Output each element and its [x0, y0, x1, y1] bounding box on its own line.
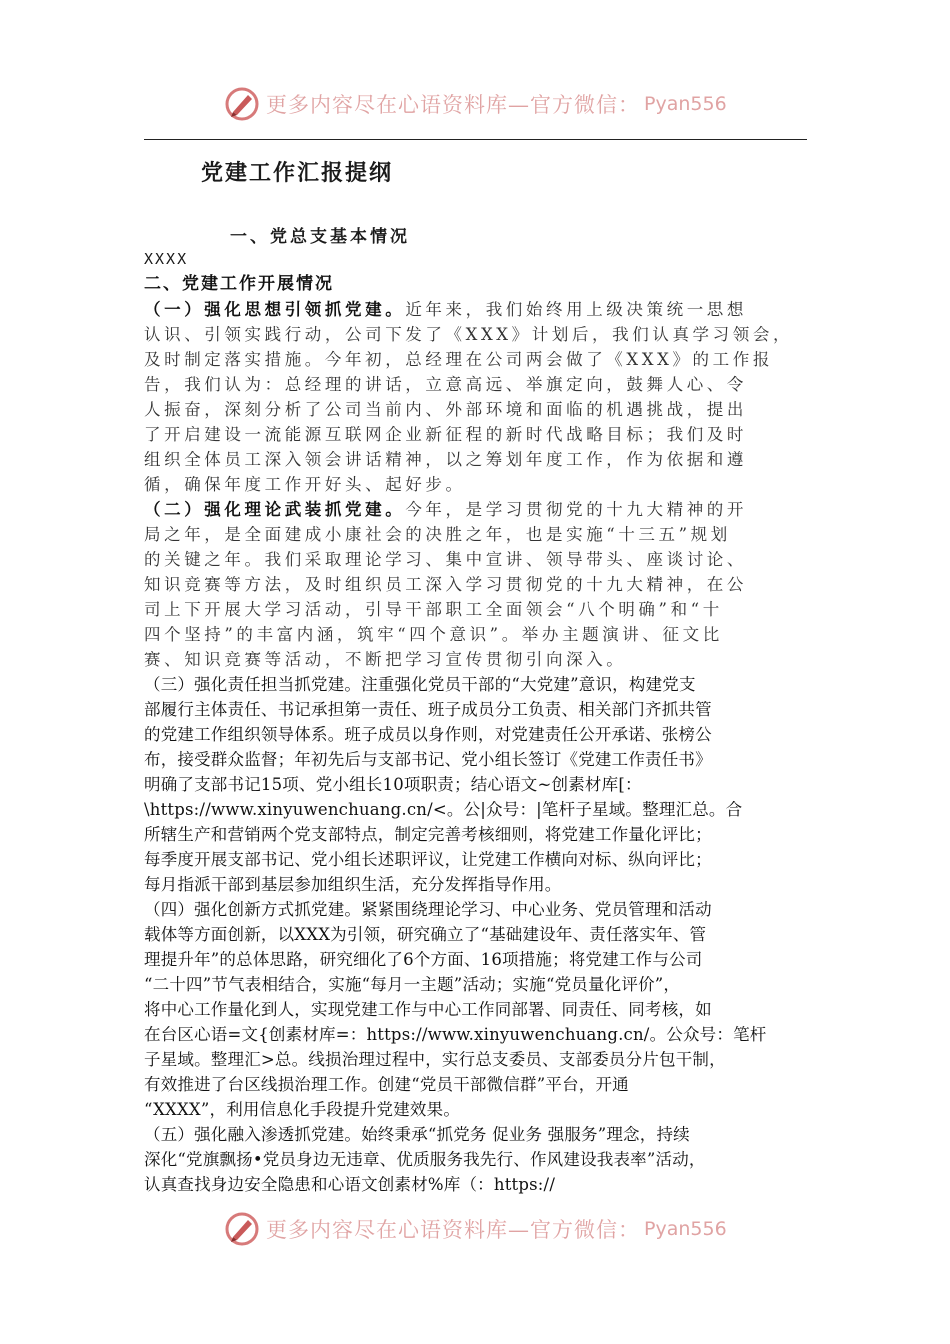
section-1-body: XXXX [144, 250, 189, 268]
body-text: 四个坚持”的丰富内涵，筑牢“四个意识”。举办主题演讲、征文比 [144, 625, 723, 644]
text-line [144, 397, 810, 422]
body-text: 的关键之年。我们采取理论学习、集中宣讲、领导带头、座谈讨论、 [144, 550, 747, 569]
text-line [144, 597, 810, 622]
body-text: 组织全体员工深入领会讲话精神，以之筹划年度工作，作为依据和遵 [144, 450, 747, 469]
body-text: 了开启建设一流能源互联网企业新征程的新时代战略目标；我们及时 [144, 425, 747, 444]
banner-contact: Pyan556 [644, 93, 727, 115]
text-line [144, 447, 810, 472]
text-line: 有效推进了台区线损治理工作。创建“党员干部微信群”平台，开通 [144, 1075, 629, 1094]
text-line: 每月指派干部到基层参加组织生活，充分发挥指导作用。 [144, 875, 562, 894]
text-line [144, 422, 810, 447]
document-body [144, 247, 810, 1197]
text-line: 的党建工作组织领导体系。班子成员以身作则，对党建责任公开承诺、张榜公 [144, 725, 712, 744]
body-text: 赛、知识竞赛等活动，不断把学习宣传贯彻引向深入。 [144, 650, 627, 669]
pen-logo-icon [224, 86, 260, 122]
text-line: 每季度开展支部书记、党小组长述职评议，让党建工作横向对标、纵向评比； [144, 850, 712, 869]
text-line: 理提升年”的总体思路，研究细化了6个方面、16项措施；将党建工作与公司 [144, 950, 703, 969]
body-text: 人振奋，深刻分析了公司当前内、外部环境和面临的机遇挑战，提出 [144, 400, 747, 419]
text-line [144, 622, 810, 647]
text-line [144, 547, 810, 572]
header-banner [224, 84, 727, 124]
text-line: 所辖生产和营销两个党支部特点，制定完善考核细则，将党建工作量化评比； [144, 825, 712, 844]
text-line: 布，接受群众监督；年初先后与支部书记、党小组长签订《党建工作责任书》 [144, 750, 712, 769]
document-title: 党建工作汇报提纲 [201, 160, 394, 186]
subheading-text: （二）强化理论武装抓党建。 [144, 500, 406, 519]
text-line [144, 322, 810, 347]
body-text: 知识竞赛等方法，及时组织员工深入学习贯彻党的十九大精神，在公 [144, 575, 747, 594]
text-line: 深化“党旗飘扬•党员身边无违章、优质服务我先行、作风建设我表率”活动， [144, 1150, 706, 1169]
body-text: 局之年，是全面建成小康社会的决胜之年，也是实施“十三五”规划 [144, 525, 731, 544]
text-line [144, 472, 810, 497]
body-text: 司上下开展大学习活动，引导干部职工全面领会“八个明确”和“十 [144, 600, 723, 619]
banner-text: 更多内容尽在心语资料库—官方微信： [266, 93, 640, 117]
body-text: 及时制定落实措施。今年初，总经理在公司两会做了《XXX》的工作报 [144, 350, 773, 369]
text-line [144, 347, 810, 372]
text-line: 将中心工作量化到人，实现党建工作与中心工作同部署、同责任、同考核，如 [144, 1000, 712, 1019]
footer-banner [224, 1209, 727, 1249]
paragraphs-plain [144, 672, 810, 1197]
body-text: 今年，是学习贯彻党的十九大精神的开 [405, 500, 748, 519]
text-line: 明确了支部书记15项、党小组长10项职责；结心语文~创素材库[： [144, 775, 642, 794]
text-line [144, 497, 810, 522]
text-line: \https://www.xinyuwenchuang.cn/<。公|众号：|笔杆子星域。整理汇总。合 [144, 800, 743, 819]
text-line [144, 647, 810, 672]
subheading-text: （一）强化思想引领抓党建。 [144, 300, 406, 319]
text-line: “二十四”节气表相结合，实施“每月一主题”活动；实施“党员量化评价”， [144, 975, 681, 994]
section-2-heading: 二、党建工作开展情况 [144, 274, 334, 294]
section-1-heading: 一、党总支基本情况 [230, 227, 410, 247]
text-line: “XXXX”，利用信息化手段提升党建效果。 [144, 1100, 461, 1119]
text-line [144, 572, 810, 597]
header-divider [144, 139, 807, 140]
banner-text: 更多内容尽在心语资料库—官方微信： [266, 1218, 640, 1242]
text-line [144, 297, 810, 322]
text-line: （四）强化创新方式抓党建。紧紧围绕理论学习、中心业务、党员管理和活动 [144, 900, 712, 919]
body-text: 告，我们认为：总经理的讲话，立意高远、举旗定向，鼓舞人心、令 [144, 375, 747, 394]
body-text: 认识、引领实践行动，公司下发了《XXX》计划后，我们认真学习领会， [144, 325, 794, 344]
text-line: 载体等方面创新，以XXX为引领，研究确立了“基础建设年、责任落实年、管 [144, 925, 707, 944]
body-text: 近年来，我们始终用上级决策统一思想 [405, 300, 748, 319]
paragraphs-spaced [144, 297, 810, 672]
text-line: （五）强化融入渗透抓党建。始终秉承“抓党务 促业务 强服务”理念，持续 [144, 1125, 690, 1144]
text-line: 在台区心语=文{创素材库=：https://www.xinyuwenchuang.cn/。公众号：笔杆 [144, 1025, 767, 1044]
body-text: 循，确保年度工作开好头、起好步。 [144, 475, 466, 494]
text-line: 部履行主体责任、书记承担第一责任、班子成员分工负责、相关部门齐抓共管 [144, 700, 712, 719]
text-line: 子星域。整理汇>总。线损治理过程中，实行总支委员、支部委员分片包干制， [144, 1050, 726, 1069]
banner-contact: Pyan556 [644, 1218, 727, 1240]
pen-logo-icon [224, 1211, 260, 1247]
text-line: 认真查找身边安全隐患和心语文创素材%库（：https:// [144, 1175, 556, 1194]
text-line [144, 522, 810, 547]
text-line: （三）强化责任担当抓党建。注重强化党员干部的“大党建”意识，构建党支 [144, 675, 696, 694]
text-line [144, 372, 810, 397]
